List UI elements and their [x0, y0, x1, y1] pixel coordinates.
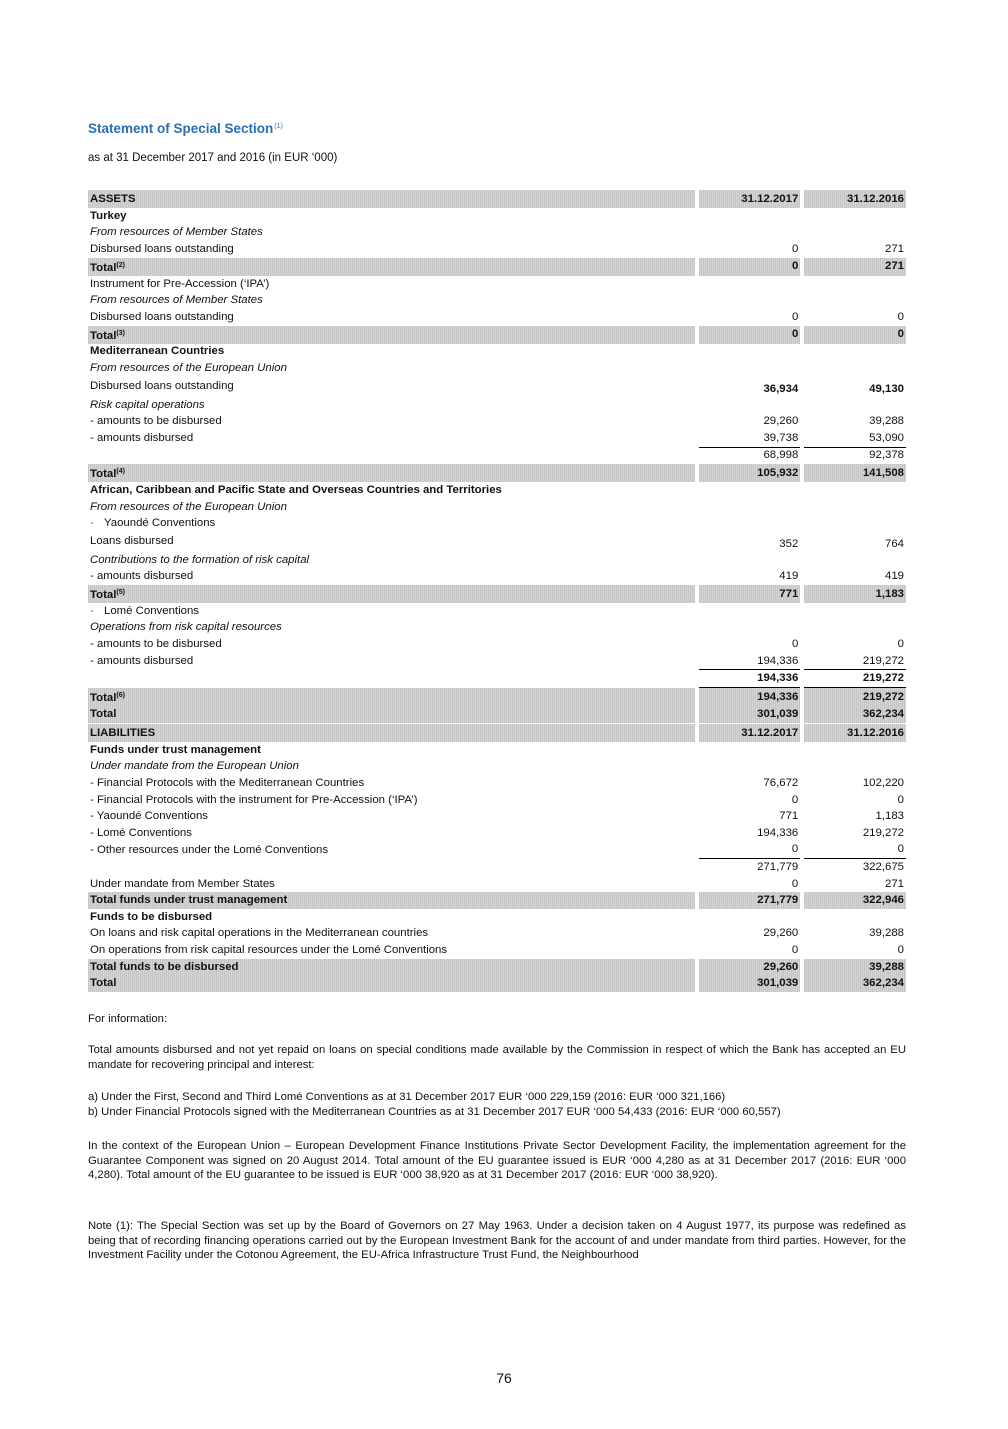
assets-row-label-text: From resources of Member States [90, 294, 263, 307]
liabilities-row-label [88, 842, 695, 860]
assets-row-label [88, 309, 695, 326]
liabilities-row-label-text: On operations from risk capital resources under the Lomé Conventions [90, 943, 448, 956]
liabilities-value-2016: 0 [897, 943, 904, 956]
assets-value-2017: 301,039 [699, 706, 801, 723]
assets-row-label-text: Risk capital operations [90, 398, 205, 411]
assets-row [88, 653, 906, 671]
assets-row-label-text: African, Caribbean and Pacific State and Overseas Countries and Territories [90, 483, 502, 496]
assets-row-label-text: Mediterranean Countries [90, 345, 225, 358]
assets-value-2017 [699, 499, 801, 516]
assets-row-label [88, 515, 695, 532]
assets-row [88, 413, 906, 430]
assets-row [88, 499, 906, 516]
liabilities-value-2017: 29,260 [763, 927, 799, 940]
liabilities-row-label [88, 975, 695, 992]
assets-row-label-text: - amounts disbursed [90, 432, 194, 445]
liabilities-row [88, 825, 906, 842]
assets-row [88, 276, 906, 293]
liabilities-value-2016: 322,675 [862, 860, 904, 873]
assets-row-label [88, 225, 695, 242]
assets-row-label-text: Yaoundé Conventions [104, 517, 216, 530]
assets-value-2017: 352 [779, 537, 799, 550]
liabilities-row-label [88, 959, 695, 976]
liabilities-table [88, 724, 906, 992]
liabilities-row [88, 742, 906, 759]
liabilities-row-label [88, 909, 695, 926]
assets-row-label-text: Instrument for Pre-Accession (‘IPA’) [90, 277, 270, 290]
footnote-ref: (6) [116, 692, 125, 700]
liabilities-value-2017 [699, 909, 801, 926]
assets-row [88, 309, 906, 326]
assets-row-label [88, 670, 695, 688]
assets-row-label [88, 292, 695, 309]
assets-row-label-text: Turkey [90, 209, 127, 222]
liabilities-value-2017: 0 [791, 943, 799, 956]
assets-row-label [88, 636, 695, 653]
liabilities-value-2016: 219,272 [862, 826, 904, 839]
assets-col-2016: 31.12.2016 [804, 190, 906, 208]
assets-value-2017: 36,934 [763, 382, 799, 395]
liabilities-header-row [88, 724, 906, 742]
assets-row [88, 706, 906, 723]
assets-value-2017: 194,336 [699, 670, 801, 688]
liabilities-row-label-text: Total funds to be disbursed [90, 960, 239, 973]
assets-value-2017 [699, 360, 801, 377]
assets-value-2016: 219,272 [804, 670, 906, 688]
assets-row [88, 225, 906, 242]
assets-row-label [88, 706, 695, 723]
note-1: Note (1): The Special Section was set up by the Board of Governors on 27 May 1963. Under a decision taken on 4 August 1977, its purpose was redefined as being that of recording financing operations carried out by the European Investment Bank for the account of and under mandate from third parties. However, for the Investment Facility under the Cotonou Agreement, the EU-Africa Infrastructure Trust Fund, the Neighbourhood [88, 1220, 906, 1261]
liabilities-value-2017 [699, 742, 801, 759]
assets-value-2016 [804, 499, 906, 516]
liabilities-value-2017: 301,039 [699, 975, 801, 992]
assets-value-2017 [699, 482, 801, 499]
liabilities-row-label-text: Total [90, 977, 117, 990]
assets-value-2017 [699, 208, 801, 225]
assets-value-2017: 0 [699, 326, 801, 344]
assets-value-2017 [699, 552, 801, 569]
liabilities-row [88, 975, 906, 992]
assets-row-label-text: From resources of Member States [90, 226, 263, 239]
assets-value-2016 [804, 515, 906, 532]
liabilities-value-2017: 29,260 [699, 959, 801, 976]
info-heading: For information: [88, 1013, 168, 1025]
liabilities-row-label [88, 775, 695, 792]
assets-value-2017: 194,336 [699, 688, 801, 706]
assets-row-label-text: Loans disbursed [90, 535, 174, 548]
assets-row [88, 326, 906, 344]
assets-row-label-text: Total [90, 708, 117, 721]
liabilities-row [88, 775, 906, 792]
assets-col-2017: 31.12.2017 [699, 190, 801, 208]
assets-value-2016: 53,090 [804, 430, 906, 448]
assets-row-label [88, 532, 695, 552]
assets-row-label [88, 620, 695, 637]
assets-row-label [88, 377, 695, 397]
assets-row [88, 482, 906, 499]
liabilities-value-2016 [804, 759, 906, 776]
liabilities-row-label [88, 792, 695, 809]
assets-row-label [88, 552, 695, 569]
assets-value-2017: 0 [791, 638, 799, 651]
assets-value-2016: 39,288 [869, 415, 904, 428]
assets-value-2017 [699, 344, 801, 361]
assets-value-2016: 271 [884, 242, 904, 255]
liabilities-value-2016: 39,288 [804, 959, 906, 976]
assets-table [88, 190, 906, 723]
assets-row-label-text: Total [90, 329, 117, 342]
assets-value-2017 [699, 620, 801, 637]
liabilities-row-label-text: - Financial Protocols with the Mediterranean Countries [90, 776, 365, 789]
assets-value-2017: 771 [699, 585, 801, 603]
assets-value-2016: 219,272 [804, 688, 906, 706]
assets-row-label [88, 326, 695, 344]
assets-value-2016: 362,234 [804, 706, 906, 723]
assets-row-label-text: Total [90, 261, 117, 274]
assets-row-label [88, 344, 695, 361]
statement-subtitle: as at 31 December 2017 and 2016 (in EUR ‘000) [88, 152, 338, 164]
bullet-icon: · [90, 517, 94, 530]
assets-value-2016 [804, 552, 906, 569]
liabilities-row-label-text: Funds under trust management [90, 743, 261, 756]
assets-row-label [88, 688, 695, 706]
liabilities-row-label [88, 825, 695, 842]
info-paragraph-1: Total amounts disbursed and not yet repaid on loans on special conditions made available by the Commission in respect of which the Bank has accepted an EU mandate for recovering principal and interest: [88, 1044, 906, 1071]
liabilities-value-2017: 271,779 [699, 892, 801, 909]
assets-row [88, 636, 906, 653]
assets-row-label-text: - amounts to be disbursed [90, 415, 222, 428]
liabilities-value-2016 [804, 742, 906, 759]
assets-value-2016 [804, 344, 906, 361]
assets-value-2017: 29,260 [763, 415, 799, 428]
assets-row-label-text: Total [90, 692, 117, 705]
assets-row-label-text: Lomé Conventions [104, 604, 199, 617]
assets-row-label [88, 413, 695, 430]
assets-value-2016 [804, 225, 906, 242]
assets-row-label [88, 569, 695, 586]
liabilities-row-label-text: - Other resources under the Lomé Conventions [90, 843, 329, 856]
assets-row [88, 569, 906, 586]
assets-value-2016: 1,183 [804, 585, 906, 603]
liabilities-row [88, 909, 906, 926]
info-paragraph-2: In the context of the European Union – European Development Finance Institutions Private Sector Development Facility, the implementation agreement for the Guarantee Component was signed on 20 August 2014. Total amount of the EU guarantee issued is EUR ‘000 4,280 as at 31 December 2017 (2016: EUR ‘000 4,280). Total amount of the EU guarantee to be issued is EUR ‘000 38,920 as at 31 December 2017 (2016: EUR ‘000 38,920). [88, 1140, 906, 1181]
assets-row-label [88, 430, 695, 448]
liabilities-row [88, 959, 906, 976]
assets-row-label-text: Disbursed loans outstanding [90, 380, 234, 393]
assets-row-label-text: - amounts disbursed [90, 570, 194, 583]
liabilities-row [88, 792, 906, 809]
assets-value-2017 [699, 397, 801, 414]
assets-row [88, 620, 906, 637]
assets-value-2016 [804, 620, 906, 637]
liabilities-row [88, 808, 906, 825]
liabilities-value-2016: 271 [884, 877, 904, 890]
liabilities-value-2017: 76,672 [763, 776, 799, 789]
liabilities-row-label-text: - Lomé Conventions [90, 826, 192, 839]
liabilities-header: LIABILITIES [88, 724, 695, 742]
assets-row [88, 688, 906, 706]
liabilities-row [88, 926, 906, 943]
assets-value-2017 [699, 225, 801, 242]
assets-value-2016: 764 [884, 537, 904, 550]
assets-row-label [88, 276, 695, 293]
assets-value-2017: 68,998 [763, 449, 799, 462]
assets-row-label-text: Total [90, 468, 117, 481]
assets-row-label [88, 397, 695, 414]
assets-row-label [88, 603, 695, 620]
assets-value-2016 [804, 208, 906, 225]
assets-row [88, 670, 906, 688]
assets-value-2017: 105,932 [699, 464, 801, 482]
page-number: 76 [496, 1370, 512, 1386]
statement-title [88, 121, 283, 136]
liabilities-row-label [88, 892, 695, 909]
liabilities-row [88, 876, 906, 893]
assets-row [88, 430, 906, 448]
liabilities-value-2017 [699, 759, 801, 776]
liabilities-value-2016: 362,234 [804, 975, 906, 992]
info-item-b: b) Under Financial Protocols signed with the Mediterranean Countries as at 31 December 2017 EUR ‘000 54,433 (2016: EUR ‘000 60,557) [88, 1106, 781, 1118]
liabilities-value-2016: 1,183 [875, 810, 904, 823]
assets-row-label [88, 653, 695, 671]
liabilities-row [88, 859, 906, 876]
assets-row [88, 552, 906, 569]
assets-value-2016 [804, 482, 906, 499]
footnote-ref: (3) [116, 329, 125, 337]
liabilities-row [88, 892, 906, 909]
liabilities-value-2016: 322,946 [804, 892, 906, 909]
liabilities-row-label [88, 808, 695, 825]
liabilities-value-2016: 0 [804, 842, 906, 860]
title-text: Statement of Special Section [88, 121, 274, 136]
assets-row-label [88, 360, 695, 377]
liabilities-row-label [88, 942, 695, 959]
assets-row [88, 258, 906, 276]
assets-value-2017: 0 [791, 310, 799, 323]
assets-value-2017 [699, 276, 801, 293]
assets-value-2016: 141,508 [804, 464, 906, 482]
assets-row-label [88, 499, 695, 516]
assets-row [88, 603, 906, 620]
assets-value-2017: 419 [779, 570, 799, 583]
liabilities-row-label [88, 859, 695, 876]
liabilities-row [88, 842, 906, 860]
assets-value-2016: 271 [804, 258, 906, 276]
assets-row-label [88, 208, 695, 225]
liabilities-row-label [88, 759, 695, 776]
info-item-a: a) Under the First, Second and Third Lomé Conventions as at 31 December 2017 EUR ‘000 229,159 (2016: EUR ‘000 321,166) [88, 1091, 726, 1103]
liabilities-row-label-text: Under mandate from the European Union [90, 760, 299, 773]
assets-value-2016 [804, 397, 906, 414]
title-footnote-ref: (1) [274, 123, 283, 130]
assets-header-row [88, 190, 906, 208]
liabilities-row [88, 759, 906, 776]
assets-value-2016: 0 [897, 638, 904, 651]
assets-value-2017: 39,738 [699, 430, 801, 448]
liabilities-value-2016 [804, 909, 906, 926]
assets-value-2017: 0 [791, 242, 799, 255]
assets-value-2016 [804, 276, 906, 293]
assets-row-label [88, 448, 695, 465]
liabilities-row-label [88, 926, 695, 943]
assets-row [88, 515, 906, 532]
liabilities-value-2017: 0 [791, 793, 799, 806]
assets-value-2017: 194,336 [699, 653, 801, 671]
assets-value-2016: 0 [804, 326, 906, 344]
liabilities-value-2017: 771 [779, 810, 799, 823]
assets-row [88, 208, 906, 225]
assets-row-label [88, 482, 695, 499]
assets-row [88, 397, 906, 414]
assets-value-2017 [699, 603, 801, 620]
liabilities-value-2016: 102,220 [862, 776, 904, 789]
assets-row-label-text: Disbursed loans outstanding [90, 310, 234, 323]
assets-header: ASSETS [88, 190, 695, 208]
assets-row-label-text: Disbursed loans outstanding [90, 242, 234, 255]
bullet-icon: · [90, 604, 94, 617]
liabilities-col-2017: 31.12.2017 [699, 724, 801, 742]
assets-row-label-text: - amounts to be disbursed [90, 638, 222, 651]
assets-value-2016: 92,378 [869, 449, 904, 462]
liabilities-row-label [88, 876, 695, 893]
assets-value-2016 [804, 292, 906, 309]
liabilities-value-2016: 39,288 [869, 927, 904, 940]
liabilities-value-2017: 194,336 [757, 826, 799, 839]
liabilities-value-2016: 0 [897, 793, 904, 806]
assets-value-2016 [804, 603, 906, 620]
liabilities-value-2017: 0 [791, 877, 799, 890]
liabilities-row-label-text: Under mandate from Member States [90, 877, 275, 890]
assets-row-label-text: From resources of the European Union [90, 500, 287, 513]
assets-row [88, 292, 906, 309]
assets-row-label-text: Contributions to the formation of risk capital [90, 553, 310, 566]
assets-value-2017 [699, 292, 801, 309]
liabilities-row-label-text: Funds to be disbursed [90, 910, 213, 923]
liabilities-row-label-text: - Financial Protocols with the instrument for Pre-Accession (‘IPA’) [90, 793, 418, 806]
assets-value-2016: 0 [897, 310, 904, 323]
liabilities-row-label-text: Total funds under trust management [90, 894, 288, 907]
assets-row [88, 585, 906, 603]
assets-value-2017: 0 [699, 258, 801, 276]
liabilities-value-2017: 0 [699, 842, 801, 860]
assets-row [88, 360, 906, 377]
assets-row-label-text: Total [90, 589, 117, 602]
assets-row-label [88, 258, 695, 276]
assets-row-label-text: Operations from risk capital resources [90, 621, 282, 634]
assets-row-label [88, 585, 695, 603]
assets-row-label-text: From resources of the European Union [90, 361, 287, 374]
assets-row [88, 377, 906, 397]
liabilities-row-label-text: On loans and risk capital operations in the Mediterranean countries [90, 927, 429, 940]
assets-row [88, 448, 906, 465]
assets-value-2016: 219,272 [804, 653, 906, 671]
assets-row-label [88, 464, 695, 482]
assets-row [88, 344, 906, 361]
assets-row [88, 241, 906, 258]
assets-value-2016: 419 [884, 570, 904, 583]
liabilities-value-2017: 271,779 [757, 860, 799, 873]
assets-row-label [88, 241, 695, 258]
assets-value-2016: 49,130 [869, 382, 904, 395]
assets-value-2016 [804, 360, 906, 377]
assets-row [88, 464, 906, 482]
footnote-ref: (2) [116, 261, 125, 269]
assets-row-label-text: - amounts disbursed [90, 655, 194, 668]
footnote-ref: (4) [116, 468, 125, 476]
liabilities-col-2016: 31.12.2016 [804, 724, 906, 742]
liabilities-row-label [88, 742, 695, 759]
assets-row [88, 532, 906, 552]
liabilities-row [88, 942, 906, 959]
footnote-ref: (5) [116, 589, 125, 597]
liabilities-row-label-text: - Yaoundé Conventions [90, 810, 208, 823]
assets-value-2017 [699, 515, 801, 532]
